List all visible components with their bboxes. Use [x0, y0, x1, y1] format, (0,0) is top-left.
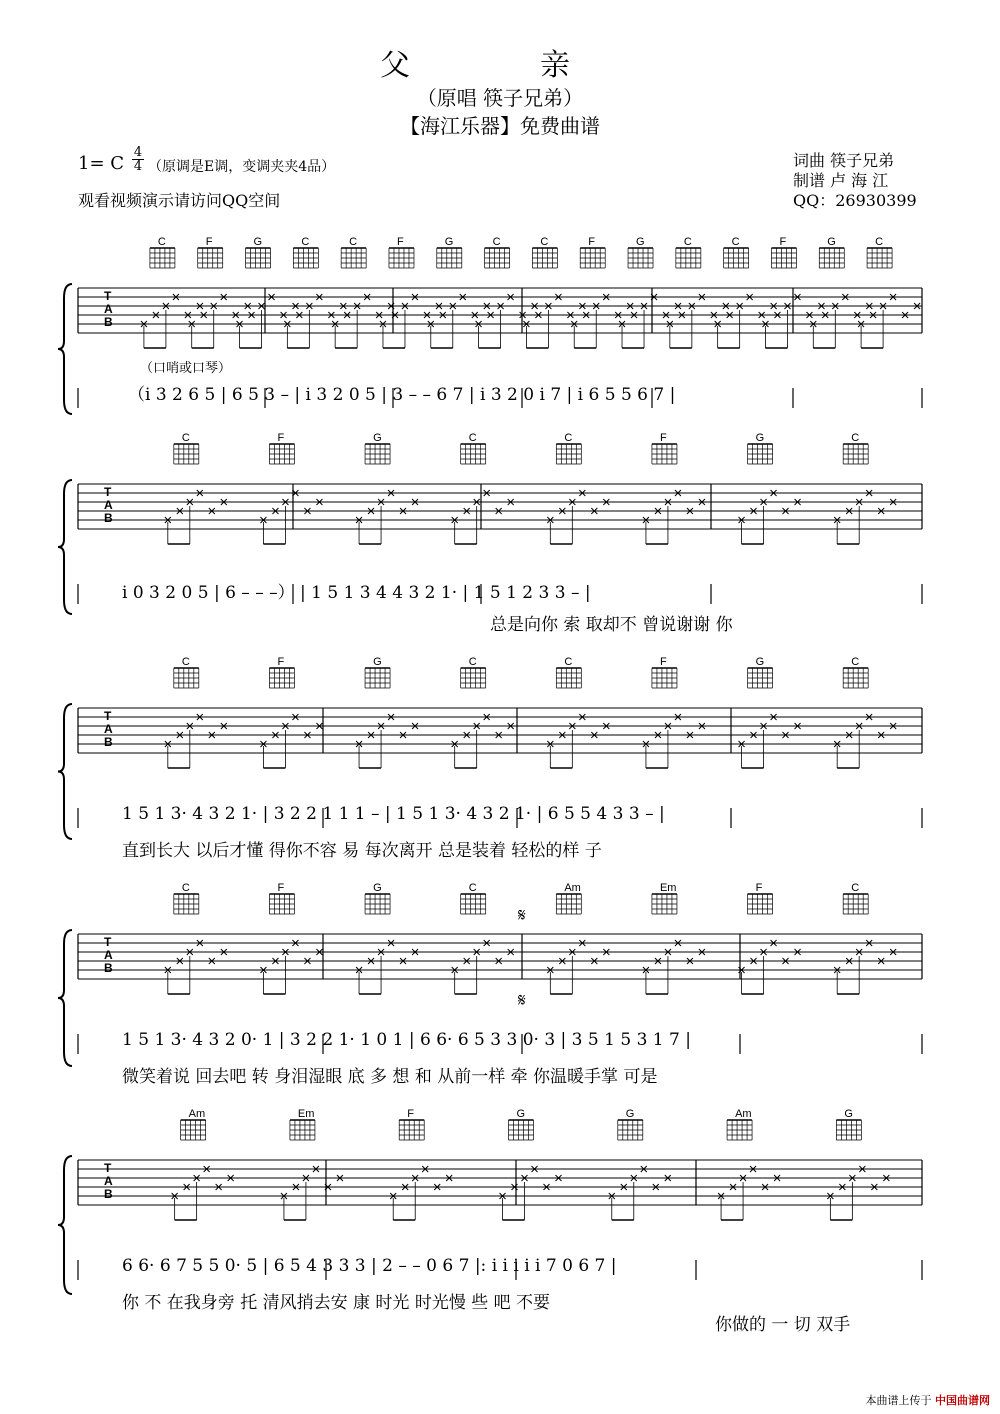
chord-name: F	[277, 656, 285, 668]
chord-name: F	[277, 882, 285, 894]
chord-name: G	[373, 432, 382, 444]
tab-clef-letter: T	[104, 485, 112, 499]
tab-clef-letter: T	[104, 935, 112, 949]
lyrics-line-5: 你 不 在我身旁 托 清风捎去安 康 时光 时光慢 些 吧 不要	[122, 1293, 551, 1313]
tab-clef-letter: T	[104, 289, 112, 303]
chord-name: F	[407, 1108, 414, 1120]
chord-name: C	[468, 882, 477, 894]
tab-clef-letter: B	[104, 511, 113, 525]
chord-name: C	[468, 432, 477, 444]
chord-name: G	[844, 1108, 853, 1120]
chord-name: C	[875, 236, 884, 248]
chord-name: G	[827, 236, 836, 248]
footer-text: 本曲谱上传于	[865, 1394, 932, 1407]
chord-name: C	[851, 432, 860, 444]
video-note: 观看视频演示请访问QQ空间	[78, 191, 281, 210]
chord-name: C	[683, 236, 692, 248]
tab-clef-letter: B	[104, 1187, 113, 1201]
chord-name: Em	[297, 1108, 315, 1120]
credit-lyrics-music: 词曲 筷子兄弟	[793, 151, 895, 170]
system-brace	[58, 284, 72, 414]
segno-mark: 𝄋	[518, 905, 526, 926]
system-brace	[58, 704, 72, 839]
time-sig-bottom: 4	[133, 159, 143, 174]
notes-line-2: i 0 3 2 0 5 | 6 – – –） | 1 5 1 3 4 4 3 2 1· | 1 5 1 2 3 3 – |	[122, 583, 591, 603]
notes-line-4: 1 5 1 3· 4 3 2 0· 1 | 3 2 2 1· 1 0 1 | 6 6· 6 5 3 3 0· 3 | 3 5 1 5 3 1 7 |	[122, 1030, 691, 1050]
site-logo: 中国曲谱网	[935, 1394, 990, 1407]
chord-name: C	[540, 236, 549, 248]
chord-name: F	[588, 236, 595, 248]
intro-annotation: （口哨或口琴）	[140, 361, 232, 376]
capo-note: （原调是E调，变调夹夹4品）	[148, 159, 336, 175]
tab-clef-letter: A	[104, 302, 113, 316]
system-brace	[58, 480, 72, 614]
chord-name: G	[373, 656, 382, 668]
lyrics-line-3: 直到长大 以后才懂 得你不容 易 每次离开 总是装着 轻松的样 子	[122, 841, 602, 861]
chord-name: G	[755, 656, 765, 668]
system-brace	[58, 1156, 72, 1294]
chord-name: C	[157, 236, 166, 248]
notes-line-5: 6 6· 6 7 5 5 0· 5 | 6 5 4 3 3 3 | 2 – – 0 6 7 |: i i i i i 7 0 6 7 |	[122, 1256, 617, 1276]
chord-name: G	[755, 432, 765, 444]
chord-name: G	[373, 882, 382, 894]
chord-name: F	[277, 432, 285, 444]
chord-name: C	[851, 656, 860, 668]
credit-transcriber: 制谱 卢 海 江	[793, 171, 889, 190]
chord-name: G	[625, 1108, 635, 1120]
chord-name: C	[181, 882, 190, 894]
notes-line-3: 1 5 1 3· 4 3 2 1· | 3 2 2 1 1 1 – | 1 5 1 3· 4 3 2 1· | 6 5 5 4 3 3 – |	[122, 804, 665, 824]
credit-qq: QQ：26930399	[793, 191, 917, 210]
footer-credit	[866, 1392, 991, 1408]
segno-mark-lower: 𝄋	[518, 990, 526, 1011]
tab-clef-letter: A	[104, 1174, 113, 1188]
chord-name: F	[779, 236, 787, 248]
chord-name: C	[851, 882, 860, 894]
chord-name: G	[636, 236, 645, 248]
chord-name: F	[205, 236, 213, 248]
tab-clef-letter: A	[104, 722, 113, 736]
chord-name: G	[516, 1108, 526, 1120]
tab-clef-letter: B	[104, 735, 113, 749]
chord-name: C	[468, 656, 477, 668]
chord-name: C	[564, 656, 573, 668]
chord-name: C	[564, 432, 573, 444]
lyrics-line-2: 总是向你 索 取却不 曾说谢谢 你	[490, 615, 733, 635]
time-sig-top: 4	[133, 145, 143, 160]
chord-name: F	[755, 882, 763, 894]
tab-clef-letter: T	[104, 1161, 112, 1175]
chord-name: Am	[188, 1108, 206, 1120]
tab-clef-letter: B	[104, 961, 113, 975]
chord-name: Am	[735, 1108, 752, 1120]
notes-line-1: （i 3 2 6 5 | 6 5 3 – | i 3 2 0 5 | 3 – – 6 7 | i 3 2 0 i 7 | i 6 5 5 6 7 |	[128, 385, 676, 405]
tab-clef-letter: A	[104, 948, 113, 962]
chord-name: Am	[564, 882, 581, 894]
lyrics-line-5b: 你做的 一 切 双手	[715, 1315, 851, 1335]
chord-name: C	[731, 236, 740, 248]
tab-clef-letter: B	[104, 315, 113, 329]
lyrics-line-4: 微笑着说 回去吧 转 身泪湿眼 底 多 想 和 从前一样 牵 你温暖手掌 可是	[122, 1067, 658, 1087]
publisher-label: 【海江乐器】免费曲谱	[400, 114, 600, 138]
chord-name: C	[181, 432, 190, 444]
chord-name: F	[659, 432, 667, 444]
chord-name: F	[659, 656, 667, 668]
tab-clef-letter: A	[104, 498, 113, 512]
chord-name: F	[396, 236, 404, 248]
chord-name: C	[181, 656, 190, 668]
chord-name: Em	[659, 882, 677, 894]
chord-name: C	[349, 236, 358, 248]
chord-name: G	[253, 236, 263, 248]
tab-clef-letter: T	[104, 709, 112, 723]
chord-name: G	[444, 236, 454, 248]
song-subtitle: （原唱 筷子兄弟）	[416, 86, 584, 110]
system-brace	[58, 930, 72, 1066]
song-title: 父 亲	[380, 48, 620, 83]
chord-name: C	[492, 236, 501, 248]
chord-name: C	[301, 236, 310, 248]
key-signature: 1= C	[78, 153, 125, 174]
